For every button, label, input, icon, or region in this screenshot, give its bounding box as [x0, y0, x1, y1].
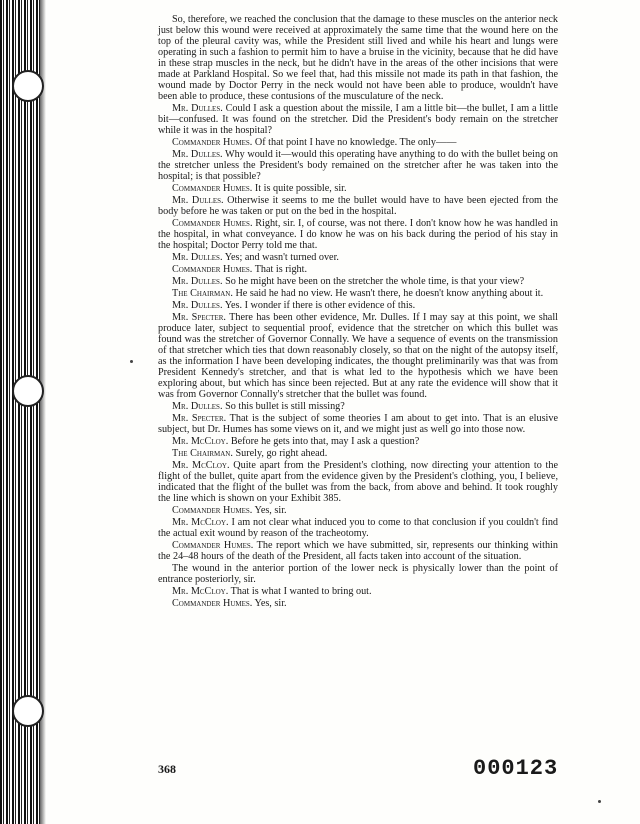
paragraph-text: Yes; and wasn't turned over.: [224, 252, 339, 263]
speaker-name: Mr. Specter.: [172, 413, 227, 424]
testimony-paragraph: [158, 312, 558, 400]
testimony-paragraph: [158, 14, 558, 102]
testimony-paragraph: [158, 218, 558, 251]
paragraph-text: That is what I wanted to bring out.: [230, 586, 372, 597]
paragraph-text: That is the subject of some theories I am about to get into. That is an elusive subject, but Dr. Humes has some views on it, and we might just as well go into those now.: [158, 413, 558, 435]
margin-mark: [598, 800, 601, 803]
speaker-name: Commander Humes.: [172, 218, 253, 229]
speaker-name: Mr. Dulles.: [172, 300, 223, 311]
speaker-name: Mr. Dulles.: [172, 195, 224, 206]
testimony-paragraph: [158, 288, 558, 299]
speaker-name: Mr. McCloy.: [172, 517, 229, 528]
testimony-paragraph: [158, 517, 558, 539]
paragraph-text: So he might have been on the stretcher the whole time, is that your view?: [225, 276, 525, 287]
paragraph-text: Surely, go right ahead.: [235, 448, 328, 459]
testimony-paragraph: [158, 276, 558, 287]
speaker-name: Commander Humes.: [172, 540, 254, 551]
speaker-name: Commander Humes.: [172, 183, 253, 194]
paragraph-text: He said he had no view. He wasn't there, he doesn't know anything about it.: [235, 288, 544, 299]
testimony-paragraph: [158, 436, 558, 447]
speaker-name: The Chairman.: [172, 448, 233, 459]
page-number: 368: [158, 762, 176, 776]
testimony-text: [158, 14, 558, 610]
testimony-paragraph: [158, 252, 558, 263]
paragraph-text: Yes, sir.: [254, 505, 287, 516]
testimony-paragraph: [158, 103, 558, 136]
speaker-name: Mr. Specter.: [172, 312, 226, 323]
speaker-name: Mr. Dulles.: [172, 401, 223, 412]
speaker-name: Mr. McCloy.: [172, 436, 229, 447]
bates-number: 000123: [473, 756, 559, 781]
testimony-paragraph: [158, 540, 558, 562]
speaker-name: Mr. Dulles.: [172, 103, 223, 114]
paragraph-text: Why would it—would this operating have anything to do with the bullet being on the stretcher unless the President's body remained on the stretcher after he was taken into the hospital; is that possible?: [158, 149, 558, 182]
paragraph-text: Before he gets into that, may I ask a question?: [230, 436, 420, 447]
speaker-name: Mr. Dulles.: [172, 252, 223, 263]
paragraph-text: Yes, sir.: [254, 598, 287, 609]
speaker-name: Commander Humes.: [172, 598, 253, 609]
testimony-paragraph: [158, 183, 558, 194]
paragraph-text: Quite apart from the President's clothing, now directing your attention to the flight of the bullet, quite apart from the evidence given by the President's clothing, you, I believe, indicated that the flight of the bullet was from the back, from above and behind. It took roughly the line which is shown on your Exhibit 385.: [158, 460, 558, 504]
binding-shadow: [40, 0, 46, 824]
paragraph-text: Yes. I wonder if there is other evidence of this.: [224, 300, 416, 311]
paragraph-text: So, therefore, we reached the conclusion that the damage to these muscles on the anterior neck just below this wound were received at approximately the same time that the wound here on the top of the pleural cavity was, while the President still lived and while his heart and lungs were operating in such a fashion to permit him to have a bruise in the vicinity, because that he did have in these strap muscles in the neck, but he didn't have in the areas of the other incisions that were made at Parkland Hospital. So we feel that, had this missile not made its path in that fashion, the wound made by Doctor Perry in the neck would not have been able to produce, wouldn't have been able to produce, these contusions of the musculature of the neck.: [158, 14, 558, 102]
margin-mark: [130, 360, 133, 363]
speaker-name: Commander Humes.: [172, 264, 253, 275]
speaker-name: Commander Humes.: [172, 137, 253, 148]
paragraph-text: So this bullet is still missing?: [225, 401, 345, 412]
testimony-paragraph: [158, 448, 558, 459]
paragraph-text: Right, sir. I, of course, was not there. I don't know how he was handled in the hospital, in what conveyance. I do know he was on his back during the period of his stay in the hospital; Doctor Perry told me that.: [158, 218, 558, 251]
paragraph-text: It is quite possible, sir.: [254, 183, 347, 194]
speaker-name: Mr. McCloy.: [172, 460, 230, 471]
paragraph-text: Could I ask a question about the missile, I am a little bit—the bullet, I am a little bit—confused. It was found on the stretcher. Did the President's body remain on the stretcher while it was in the hospital?: [158, 103, 558, 136]
punch-hole: [12, 70, 44, 102]
testimony-paragraph: [158, 264, 558, 275]
testimony-paragraph: [158, 300, 558, 311]
paragraph-text: The wound in the anterior portion of the lower neck is physically lower than the point of entrance posteriorly, sir.: [158, 563, 558, 585]
paragraph-text: The report which we have submitted, sir, represents our thinking within the 24–48 hours of the death of the President, all facts taken into account of the situation.: [158, 540, 558, 562]
speaker-name: Mr. Dulles.: [172, 276, 223, 287]
testimony-paragraph: [158, 586, 558, 597]
paragraph-text: That is right.: [254, 264, 308, 275]
testimony-paragraph: [158, 401, 558, 412]
testimony-paragraph: [158, 149, 558, 182]
testimony-paragraph: [158, 460, 558, 504]
punch-hole: [12, 695, 44, 727]
paragraph-text: Otherwise it seems to me the bullet would have to have been ejected from the body before he was taken or put on the bed in the hospital.: [158, 195, 558, 217]
testimony-paragraph: [158, 563, 558, 585]
speaker-name: The Chairman.: [172, 288, 233, 299]
testimony-paragraph: [158, 598, 558, 609]
paragraph-text: I am not clear what induced you to come to that conclusion if you couldn't find the actual exit wound by reason of the tracheotomy.: [158, 517, 559, 539]
paragraph-text: Of that point I have no knowledge. The only——: [254, 137, 457, 148]
speaker-name: Mr. McCloy.: [172, 586, 229, 597]
testimony-paragraph: [158, 137, 558, 148]
punch-hole: [12, 375, 44, 407]
testimony-paragraph: [158, 413, 558, 435]
testimony-paragraph: [158, 505, 558, 516]
paragraph-text: There has been other evidence, Mr. Dulles. If I may say at this point, we shall produce later, subject to sequential proof, evidence that the stretcher on which this bullet was found was the stretcher of Governor Connally. We have a sequence of events on the transmission of that stretcher which ties that down reasonably closely, so that on the night of the autopsy itself, as the information I have been developing indicates, the thought preliminarily was that was from President Kennedy's stretcher, and that is what led to the hypothesis which we have been exploring about, but which has since been rejected. But at any rate the evidence will show that it was from Governor Connally's stretcher that the bullet was found.: [158, 312, 558, 400]
speaker-name: Commander Humes.: [172, 505, 253, 516]
speaker-name: Mr. Dulles.: [172, 149, 223, 160]
testimony-paragraph: [158, 195, 558, 217]
